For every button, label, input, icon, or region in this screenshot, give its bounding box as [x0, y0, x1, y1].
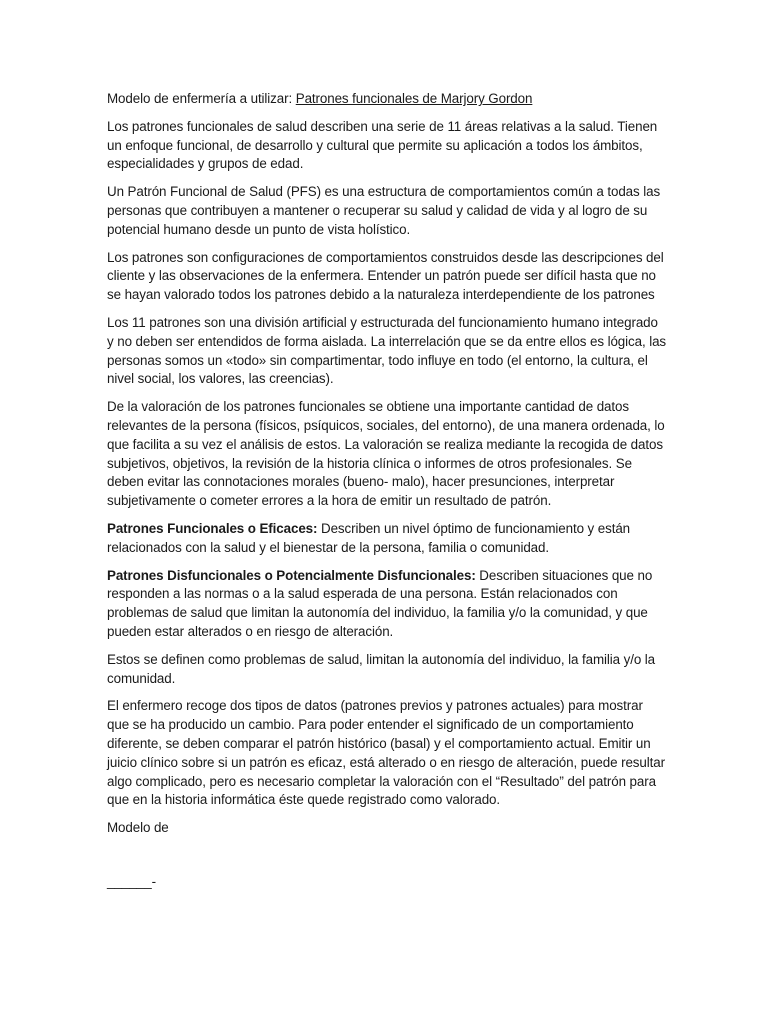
- paragraph-dysfunctional-patterns: [107, 567, 667, 642]
- model-heading: [107, 90, 667, 109]
- functional-patterns-term: Patrones Funcionales o Eficaces:: [107, 520, 318, 536]
- paragraph-eleven-patterns: Los 11 patrones son una división artificial y estructurada del funcionamiento humano integrado y no deben ser entendidos de forma aislada. La interrelación que se da entre ellos es lógica, las personas somos un «todo» sin compartimentar, todo influye en todo (el entorno, la cultura, el nivel social, los valores, las creencias).: [107, 314, 667, 387]
- paragraph-assessment: De la valoración de los patrones funcionales se obtiene una importante cantidad de datos relevantes de la persona (físicos, psíquicos, sociales, del entorno), de una manera ordenada, lo que facilita a su vez el análisis de estos. La valoración se realiza mediante la recogida de datos subjetivos, objetivos, la revisión de la historia clínica o informes de otros profesionales. Se deben evitar las connotaciones morales (bueno- malo), hacer presunciones, interpretar subjetivamente o cometer errores a la hora de emitir un resultado de patrón.: [107, 399, 665, 509]
- dysfunctional-patterns-term: Patrones Disfuncionales o Potencialmente Disfuncionales:: [107, 567, 476, 583]
- document-page: [107, 90, 667, 901]
- paragraph-modelo-de: Modelo de: [107, 820, 169, 836]
- model-name-link[interactable]: Patrones funcionales de Marjory Gordon: [295, 91, 533, 106]
- model-heading-prefix: Modelo de enfermería a utilizar:: [107, 91, 296, 106]
- paragraph-intro: Los patrones funcionales de salud describen una serie de 11 áreas relativas a la salud. Tienen un enfoque funcional, de desarrollo y cultural que permite su aplicación a todos los ámbitos, especialidades y grupos de edad.: [107, 118, 658, 172]
- paragraph-pfs-definition: Un Patrón Funcional de Salud (PFS) es una estructura de comportamientos común a todas las personas que contribuyen a mantener o recuperar su salud y calidad de vida y al logro de su potencial humano desde un punto de vista holístico.: [107, 184, 661, 237]
- paragraph-pattern-configurations: Los patrones son configuraciones de comportamientos construidos desde las descripciones del cliente y las observaciones de la enfermera. Entender un patrón puede ser difícil hasta que no se hayan valorado todos los patrones debido a la naturaleza interdependiente de los patrones: [107, 249, 664, 303]
- dysfunctional-patterns-text: Describen situaciones que no responden a las normas o a la salud esperada de una persona. Están relacionados con problemas de salud que limitan la autonomía del individuo, la familia y/o la comunidad, y que pueden estar alterados o en riesgo de alteración.: [107, 567, 653, 639]
- functional-patterns-text: Describen un nivel óptimo de funcionamiento y están relacionados con la salud y el bienestar de la persona, familia o comunidad.: [107, 520, 631, 555]
- paragraph-functional-patterns: [107, 520, 667, 558]
- paragraph-nurse-data: El enfermero recoge dos tipos de datos (patrones previos y patrones actuales) para mostrar que se ha producido un cambio. Para poder entender el significado de un comportamiento diferente, se deben comparar el patrón histórico (basal) y el comportamiento actual. Emitir un juicio clínico sobre si un patrón es eficaz, está alterado o en riesgo de alteración, puede resultar algo complicado, pero es necesario completar la valoración con el “Resultado” del patrón para que en la historia informática éste quede registrado como valorado.: [107, 698, 665, 808]
- paragraph-health-problems: Estos se definen como problemas de salud, limitan la autonomía del individuo, la familia y/o la comunidad.: [107, 651, 656, 686]
- blank-underline: ______-: [107, 873, 157, 889]
